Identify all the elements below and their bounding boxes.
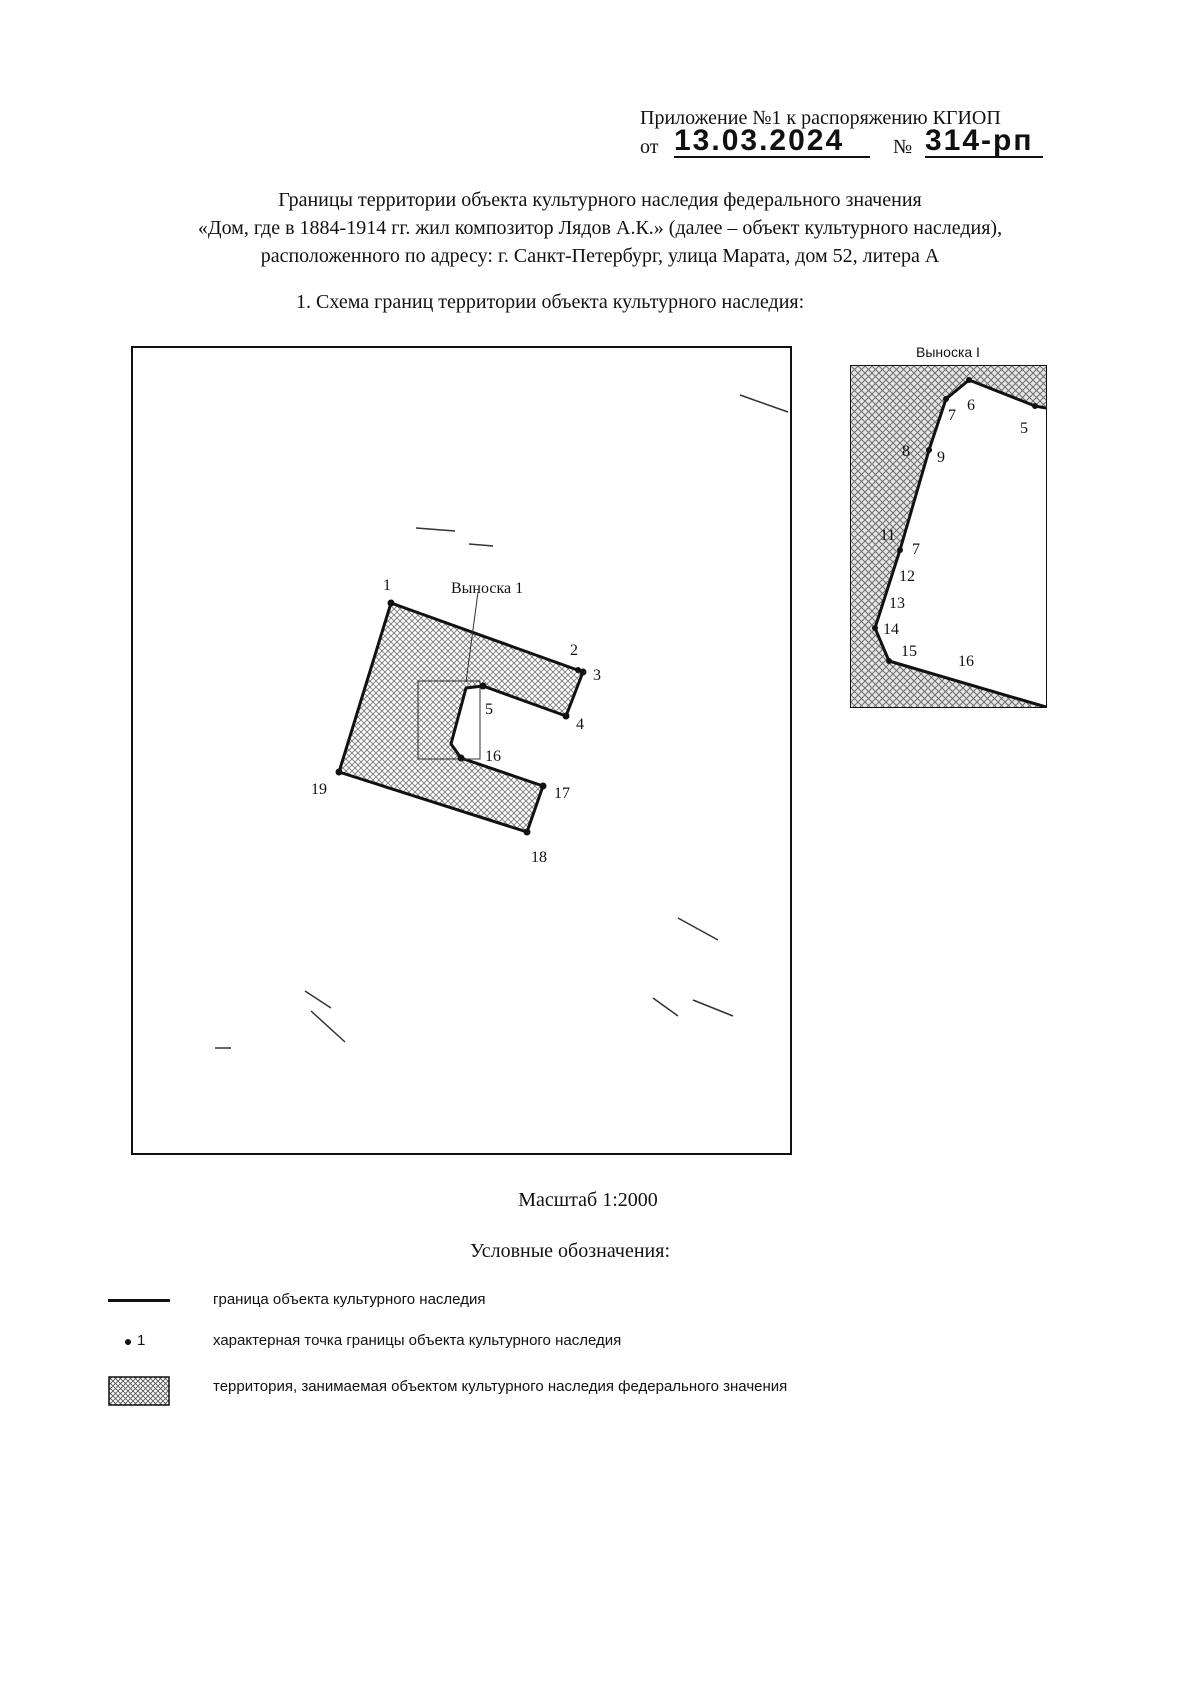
doc-title-line-3: расположенного по адресу: г. Санкт-Петербург, улица Марата, дом 52, литера А — [260, 245, 940, 267]
map-point-5: 5 — [485, 701, 493, 718]
legend-item-point: характерная точка границы объекта культурного наследия — [213, 1332, 622, 1349]
callout-point-7b: 7 — [912, 541, 920, 558]
map-point-18: 18 — [531, 849, 547, 866]
boundary-map — [131, 346, 792, 1155]
map-point-1: 1 — [383, 577, 391, 594]
appendix-title: Приложение №1 к распоряжению КГИОП — [640, 107, 1001, 129]
heritage-boundary-polygon — [339, 603, 583, 832]
callout-point-9: 9 — [937, 449, 945, 466]
map-point-4: 4 — [576, 716, 584, 733]
callout-point-8: 8 — [902, 443, 910, 460]
legend-item-territory: территория, занимаемая объектом культурного наследия федерального значения — [213, 1378, 788, 1395]
callout-point-11: 11 — [880, 527, 896, 544]
section-heading: 1. Схема границ территории объекта культурного наследия: — [296, 291, 805, 313]
map-background-marks — [215, 395, 788, 1048]
legend-title: Условные обозначения: — [469, 1240, 671, 1262]
callout-caption: Выноска I — [916, 344, 980, 360]
hatch-icon — [108, 1376, 170, 1406]
doc-title-line-1: Границы территории объекта культурного наследия федерального значения — [278, 189, 922, 211]
point-icon — [125, 1339, 131, 1345]
callout-point-5: 5 — [1020, 420, 1028, 437]
callout-point-7a: 7 — [948, 407, 956, 424]
legend-item-boundary: граница объекта культурного наследия — [213, 1291, 486, 1308]
callout-label: Выноска 1 — [451, 580, 524, 597]
callout-point-12: 12 — [899, 568, 915, 585]
map-scale: Масштаб 1:2000 — [518, 1189, 658, 1211]
doc-title-line-2: «Дом, где в 1884-1914 гг. жил композитор Лядов А.К.» (далее – объект культурного наследия), — [197, 217, 1003, 239]
callout-point-13: 13 — [889, 595, 905, 612]
callout-point-15: 15 — [901, 643, 917, 660]
callout-inset — [850, 365, 1047, 708]
map-point-3: 3 — [593, 667, 601, 684]
callout-point-16: 16 — [958, 653, 974, 670]
callout-drawing — [851, 366, 1046, 707]
legend-point-sample: 1 — [137, 1332, 146, 1349]
date-prefix: от — [640, 136, 659, 158]
callout-point-6: 6 — [967, 397, 975, 414]
map-point-17: 17 — [554, 785, 570, 802]
map-point-16: 16 — [485, 748, 501, 765]
map-point-2: 2 — [570, 642, 578, 659]
callout-point-14: 14 — [883, 621, 899, 638]
map-drawing — [133, 348, 790, 1153]
map-point-19: 19 — [311, 781, 327, 798]
line-icon — [108, 1299, 170, 1302]
order-date: 13.03.2024 — [674, 126, 870, 158]
order-number: 314-рп — [925, 126, 1043, 158]
number-prefix: № — [893, 136, 913, 158]
